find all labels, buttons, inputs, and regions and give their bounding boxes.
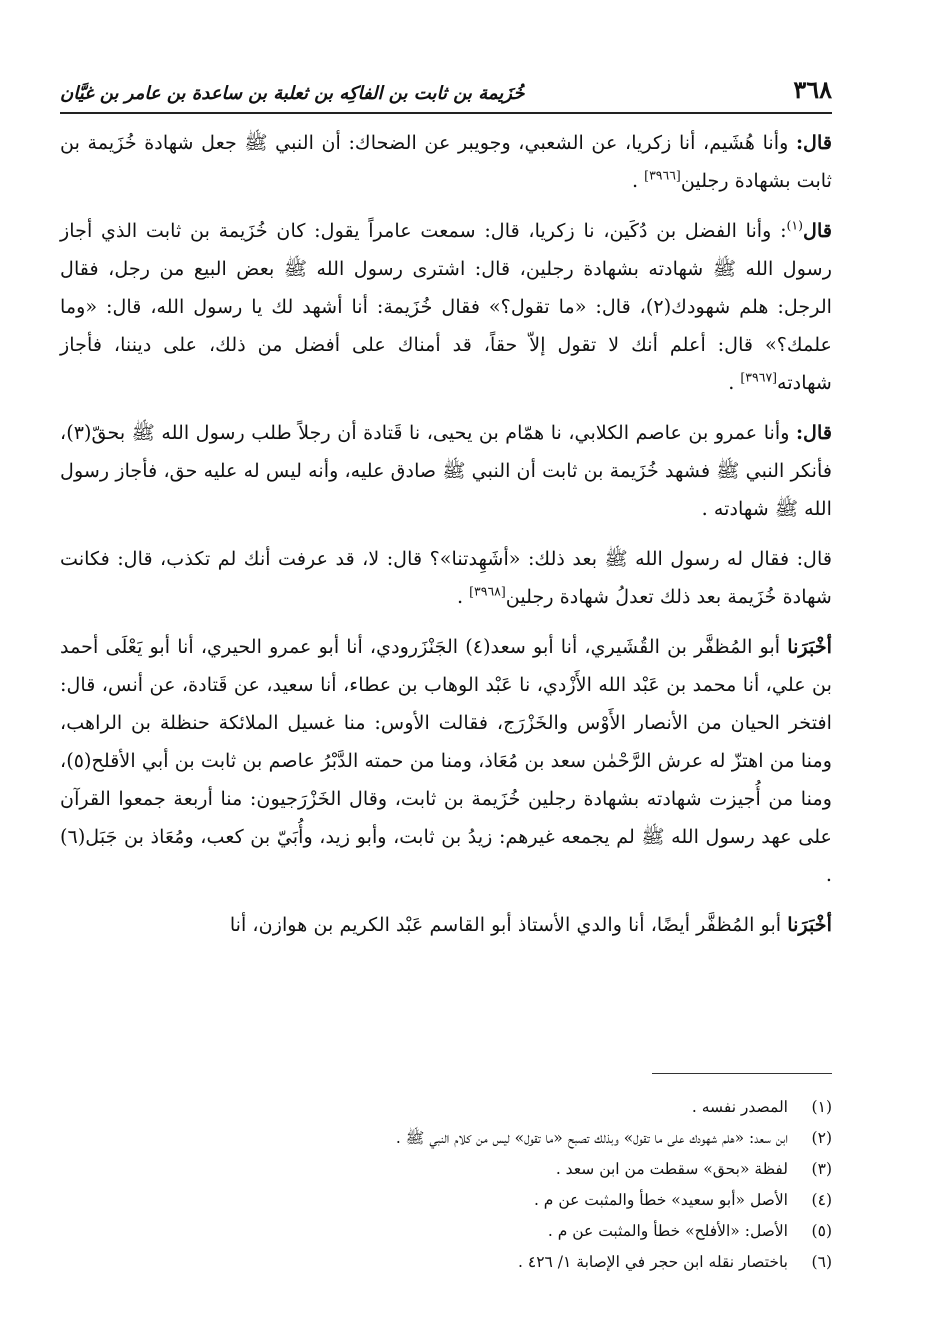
paragraph (60, 124, 832, 200)
footnote-text: ابن سعد: «هلم شهودك على ما تقول» وبذلك تصبح «ما تقول» ليس من كلام النبي ﷺ . (395, 1129, 788, 1147)
footnote-ref: (١) (786, 217, 804, 233)
footnote-text: لفظة «بحق» سقطت من ابن سعد . (555, 1160, 788, 1178)
page-header (60, 70, 832, 114)
paragraph (60, 212, 832, 402)
paragraph-text: وأنا هُشَيم، أنا زكريا، عن الشعبي، وجويبر عن الضحاك: أن النبي ﷺ جعل شهادة خُزَيمة بن ثابت بشهادة رجلين (60, 131, 832, 192)
paragraph-text: أبو المُظفَّر أيضًا، أنا والدي الأستاذ أبو القاسم عَبْد الكريم بن هوازن، أنا (229, 913, 788, 936)
paragraph-lead: أخْبَرَنا (787, 913, 832, 936)
paragraph-text: أبو المُظفَّر بن القُشَيري، أنا أبو سعد(٤) الجَنْزَرودي، أنا أبو عمرو الحيري، أنا أبو يَعْلَى أحمد بن علي، أنا محمد بن عَبْد الله الأَزْدي، نا عَبْد الوهاب بن عطاء، أنا سعيد، عن قَتادة، عن أنس، قال: افتخر الحيان من الأنصار الأَوْس والخَزْرَج، فقالت الأوس: منا غسيل الملائكة حنظلة بن الراهب، ومنا من اهتزّ له عرش الرَّحْمٰن سعد بن مُعَاذ، ومنا من حمته الدَّبْرُ عاصم بن ثابت بن أبي الأقلح(٥)، ومنا من أُجيزت شهادته بشهادة رجلين خُزَيمة بن ثابت، وقال الخَزْرَجيون: منا أربعة جمعوا القرآن على عهد رسول الله ﷺ لم يجمعه غيرهم: زيدُ بن ثابت، وأبو زيد، وأُبَيّ بن كعب، ومُعَاذ بن جَبَل(٦) . (60, 635, 832, 886)
footnote-number: (٤) (811, 1191, 832, 1209)
page-number: ٣٦٨ (793, 75, 832, 104)
footnote-number: (٥) (811, 1222, 832, 1240)
paragraph-lead: أخْبَرَنا (787, 635, 833, 658)
paragraph (60, 906, 832, 944)
paragraph-lead: قال: (795, 131, 832, 154)
footnote (120, 1247, 832, 1278)
footnote (120, 1123, 832, 1154)
paragraph-text: وأنا عمرو بن عاصم الكلابي، نا همّام بن يحيى، نا قَتادة أن رجلاً طلب رسول الله ﷺ بحقّ(٣)، فأنكر النبي ﷺ فشهد خُزَيمة بن ثابت أن النبي ﷺ صادق عليه، وأنه ليس له عليه حق، فأجاز رسول الله ﷺ شهادته . (60, 421, 832, 520)
footnote-number: (١) (811, 1098, 832, 1116)
paragraph (60, 414, 832, 528)
footnote-number: (٣) (811, 1160, 832, 1178)
paragraph-tail: . (728, 371, 741, 394)
paragraph (60, 540, 832, 616)
paragraph-text: : وأنا الفضل بن دُكَين، نا زكريا، قال: سمعت عامراً يقول: كان خُزَيمة بن ثابت الذي أجاز رسول الله ﷺ شهادته بشهادة رجلين، قال: اشترى رسول الله ﷺ بعض البيع من رجل، فقال الرجل: هلم شهودك(٢)، قال: «ما تقول؟» فقال خُزَيمة: أنا أشهد لك يا رسول الله، قال: «وما علمك؟» قال: أعلم أنك لا تقول إلاّ حقاً، قد أمناك على أفضل من ذلك، على ديننا، فأجاز شهادته (60, 219, 832, 394)
paragraph (60, 628, 832, 894)
footnote (120, 1154, 832, 1185)
hadith-number: [٣٩٦٨] (469, 583, 506, 599)
footnote-text: المصدر نفسه . (691, 1098, 788, 1116)
running-title: خُزَيمة بن ثابت بن الفاكِه بن ثعلبة بن ساعدة بن عامر بن غيَّان (60, 83, 525, 104)
footnote (120, 1092, 832, 1123)
paragraph-tail: . (456, 585, 470, 608)
main-text (60, 124, 832, 956)
paragraph-text: قال: فقال له رسول الله ﷺ بعد ذلك: «أشَهِدتنا»؟ قال: لا، قد عرفت أنك لم تكذب، قال: فكانت شهادة خُزَيمة بعد ذلك تعدلُ شهادة رجلين (60, 547, 832, 608)
footnote-number: (٢) (811, 1129, 832, 1147)
footnote-separator (652, 1073, 832, 1074)
footnote-number: (٦) (811, 1253, 832, 1271)
footnote-text: الأصل: «الأفلح» خطأ والمثبت عن م . (547, 1222, 788, 1240)
footnote-text: باختصار نقله ابن حجر في الإصابة ١/ ٤٢٦ . (518, 1253, 788, 1271)
hadith-number: [٣٩٦٧] (740, 369, 778, 385)
paragraph-lead: قال (803, 219, 832, 242)
footnote (120, 1216, 832, 1247)
paragraph-lead: قال: (795, 421, 832, 444)
paragraph-tail: . (631, 169, 645, 192)
hadith-number: [٣٩٦٦] (644, 167, 681, 183)
footnote-text: الأصل «أبو سعيد» خطأ والمثبت عن م . (533, 1191, 788, 1209)
footnotes (120, 1092, 832, 1278)
footnote (120, 1185, 832, 1216)
